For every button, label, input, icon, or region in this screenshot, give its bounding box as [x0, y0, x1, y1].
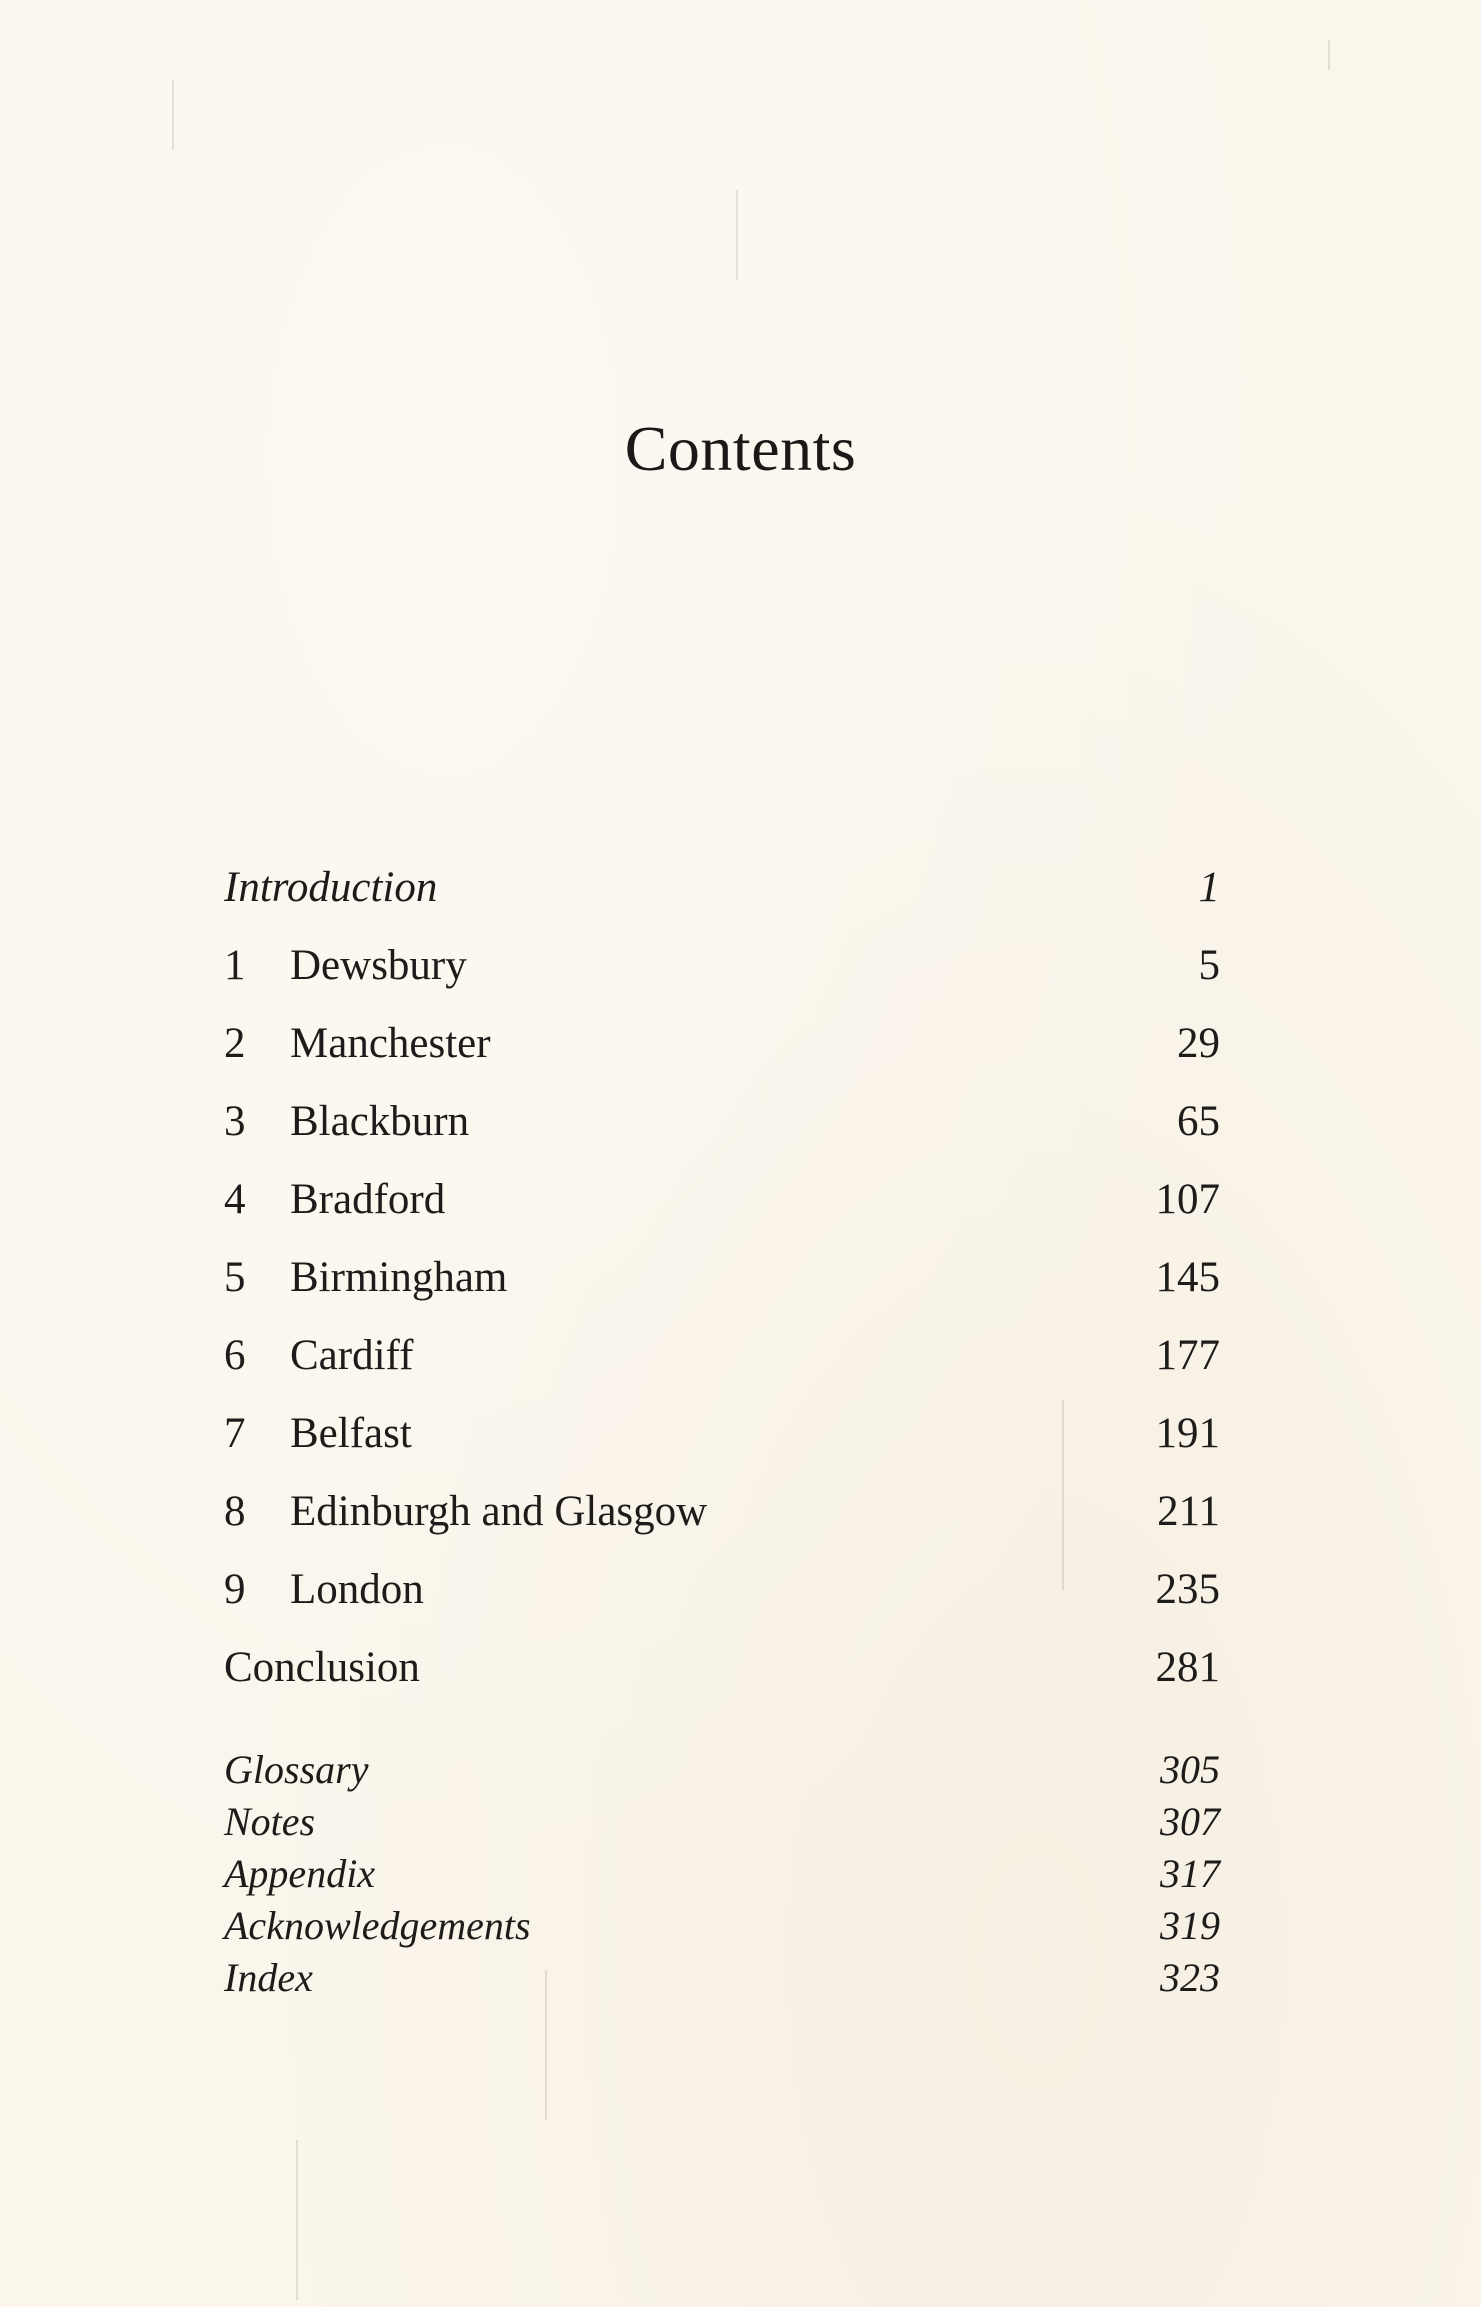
toc-entry-chapter[interactable]	[224, 1326, 1220, 1404]
chapter-number: 8	[224, 1488, 246, 1535]
page-title: Contents	[624, 413, 857, 484]
chapter-number: 9	[224, 1566, 246, 1613]
toc-entry-label: Acknowledgements	[224, 1903, 531, 1948]
toc-entry-page: 145	[1155, 1254, 1220, 1301]
toc-entry-page: 191	[1155, 1410, 1220, 1457]
chapter-number: 4	[224, 1176, 246, 1223]
toc-entry-chapter[interactable]	[224, 1248, 1220, 1326]
paper-mark	[1328, 40, 1330, 70]
toc-entry-label: Edinburgh and Glasgow	[290, 1488, 708, 1535]
toc-entry-page: 317	[1160, 1851, 1220, 1896]
toc-entry-chapter[interactable]	[224, 1092, 1220, 1170]
toc-entry-label: Index	[224, 1955, 313, 2000]
toc-entry-page: 65	[1177, 1098, 1220, 1145]
toc-entry-label: Bradford	[290, 1176, 446, 1223]
toc-entry-page: 1	[1198, 864, 1220, 911]
toc-entry-label: Manchester	[290, 1020, 491, 1067]
toc-entry-page: 29	[1177, 1020, 1220, 1067]
toc-entry-page: 235	[1155, 1566, 1220, 1613]
chapter-number: 3	[224, 1098, 246, 1145]
toc-entry-chapter[interactable]	[224, 1404, 1220, 1482]
toc-entry-chapter[interactable]	[224, 1014, 1220, 1092]
toc-entry-label: Belfast	[290, 1410, 412, 1457]
toc-entry-page: 5	[1198, 942, 1220, 989]
toc-entry-label: Notes	[224, 1799, 316, 1844]
toc-entry-index[interactable]	[224, 1952, 1220, 2004]
toc-entry-acknowledgements[interactable]	[224, 1900, 1220, 1952]
toc-entry-chapter[interactable]	[224, 1560, 1220, 1638]
toc-entry-label: Appendix	[224, 1851, 376, 1896]
toc-entry-appendix[interactable]	[224, 1848, 1220, 1900]
toc-entry-label: Glossary	[224, 1747, 369, 1792]
toc-entry-page: 211	[1157, 1488, 1220, 1535]
paper-mark	[736, 190, 738, 280]
toc-entry-page: 305	[1160, 1747, 1220, 1792]
toc-entry-page: 177	[1155, 1332, 1220, 1379]
toc-entry-label: Blackburn	[290, 1098, 470, 1145]
chapter-number: 1	[224, 942, 246, 989]
toc-entry-chapter[interactable]	[224, 1170, 1220, 1248]
chapter-number: 7	[224, 1410, 246, 1457]
toc-entry-chapter[interactable]	[224, 1482, 1220, 1560]
end-matter-list	[224, 1744, 1220, 2004]
toc-entry-label: London	[290, 1566, 424, 1613]
toc-entry-label: Birmingham	[290, 1254, 508, 1301]
chapter-number: 2	[224, 1020, 246, 1067]
toc-entry-notes[interactable]	[224, 1796, 1220, 1848]
chapter-number: 5	[224, 1254, 246, 1301]
toc-entry-page: 319	[1160, 1903, 1220, 1948]
paper-mark	[172, 80, 174, 150]
toc-entry-page: 323	[1160, 1955, 1220, 2000]
toc-entry-conclusion[interactable]	[224, 1638, 1220, 1716]
toc-entry-label: Introduction	[224, 864, 438, 911]
toc-entry-glossary[interactable]	[224, 1744, 1220, 1796]
toc-entry-label: Conclusion	[224, 1644, 420, 1691]
toc-entry-chapter[interactable]	[224, 936, 1220, 1014]
toc-entry-page: 107	[1155, 1176, 1220, 1223]
toc-entry-page: 281	[1155, 1644, 1220, 1691]
toc-entry-label: Cardiff	[290, 1332, 414, 1379]
chapter-number: 6	[224, 1332, 246, 1379]
table-of-contents	[224, 858, 1220, 1716]
toc-entry-page: 307	[1160, 1799, 1220, 1844]
toc-entry-introduction[interactable]	[224, 858, 1220, 936]
toc-entry-label: Dewsbury	[290, 942, 467, 989]
paper-mark	[296, 2140, 298, 2300]
